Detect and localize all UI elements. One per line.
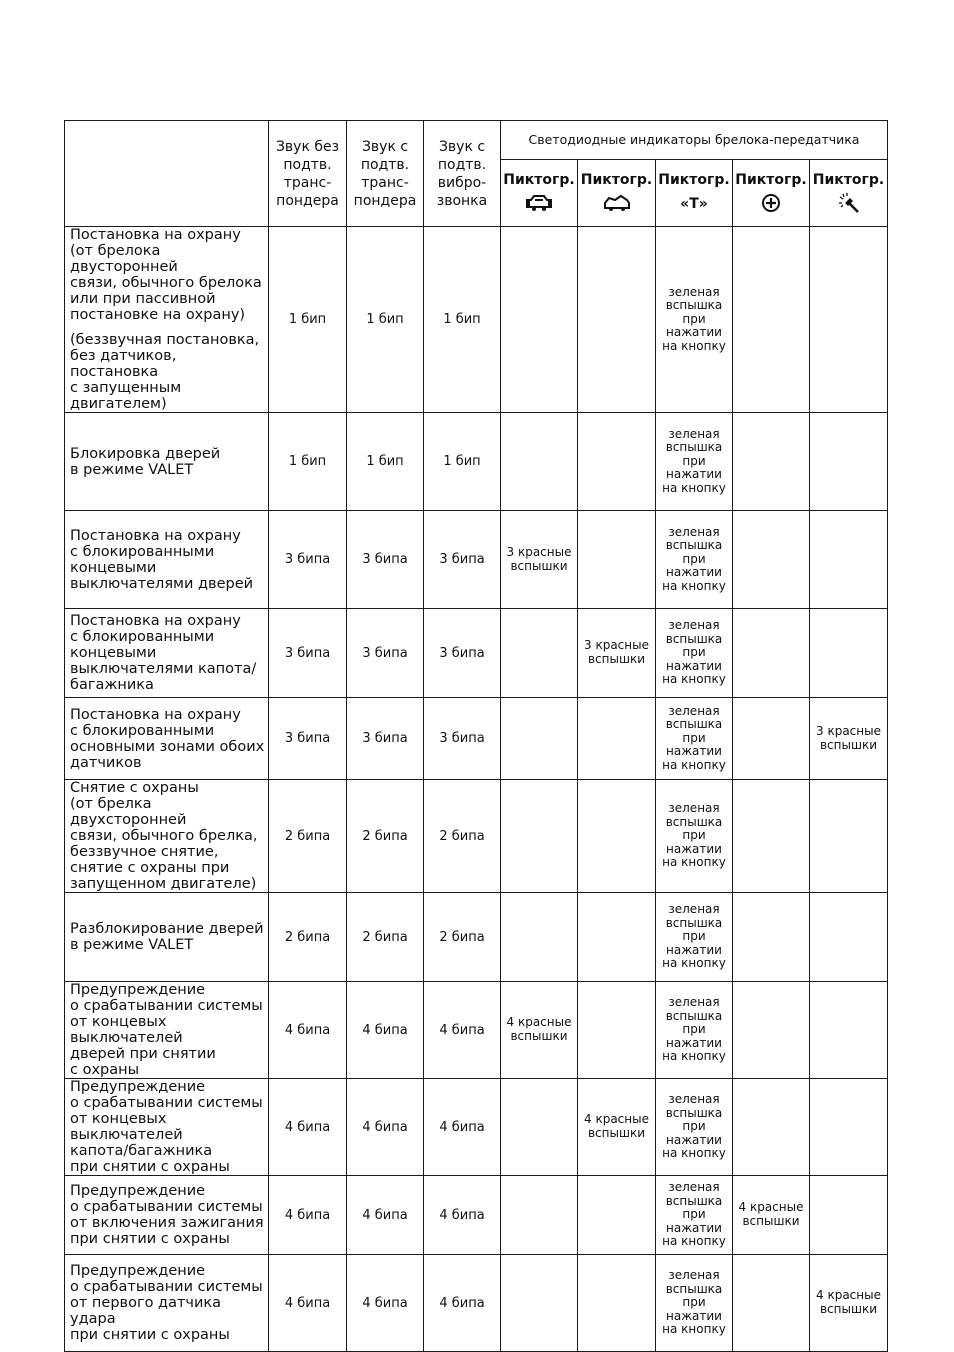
pictogram-2-label: Пиктогр. (580, 172, 653, 188)
led-cell-5 (810, 780, 888, 893)
led-cell-2 (578, 982, 656, 1079)
sound-cell-1: 4 бипа (269, 1255, 347, 1352)
sound-cell-2: 4 бипа (347, 1079, 424, 1176)
sound-cell-2: 1 бип (347, 227, 424, 413)
pictogram-5 (810, 160, 888, 227)
header-sound-no-transponder (269, 121, 347, 227)
sound-cell-1: 4 бипа (269, 1079, 347, 1176)
pictogram-4-label: Пиктогр. (735, 172, 807, 188)
sound-cell-2: 1 бип (347, 413, 424, 511)
led-cell-1 (501, 413, 578, 511)
row-label: Блокировка дверей в режиме VALET (70, 445, 221, 478)
led-cell-4 (733, 227, 810, 413)
led-cell-1 (501, 893, 578, 982)
car-hood-icon (578, 192, 655, 216)
pictogram-3 (656, 160, 733, 227)
sound-cell-3: 3 бипа (424, 511, 501, 609)
header-sound-transponder-text: Звук с подтв. транс- пондера (353, 138, 417, 209)
led-cell-5 (810, 511, 888, 609)
table-row (65, 227, 888, 413)
pictogram-1 (501, 160, 578, 227)
led-cell-1 (501, 1176, 578, 1255)
pictogram-4 (733, 160, 810, 227)
sound-cell-1: 1 бип (269, 413, 347, 511)
led-cell-4: 4 красные вспышки (733, 1176, 810, 1255)
led-cell-2 (578, 413, 656, 511)
antenna-t-icon: «T» (680, 196, 708, 212)
led-cell-1: 3 красные вспышки (501, 511, 578, 609)
circle-plus-icon (733, 192, 809, 216)
table-row (65, 780, 888, 893)
row-label: Разблокирование дверей в режиме VALET (70, 921, 264, 953)
led-cell-2 (578, 780, 656, 893)
led-cell-5 (810, 982, 888, 1079)
header-led-group (501, 121, 888, 160)
row-label: Постановка на охрану с блокированными концевыми выключателями дверей (70, 527, 254, 592)
row-label-cell (65, 511, 269, 609)
row-label-cell (65, 413, 269, 511)
sound-cell-3: 1 бип (424, 413, 501, 511)
led-cell-1 (501, 1079, 578, 1176)
led-cell-2 (578, 227, 656, 413)
led-cell-2 (578, 1176, 656, 1255)
sound-cell-1: 3 бипа (269, 511, 347, 609)
led-cell-4 (733, 893, 810, 982)
row-label-cell (65, 698, 269, 780)
table-row (65, 609, 888, 698)
row-label: Предупреждение о срабатывании системы от концевых выключателей капота/багажника при снятии с охраны (70, 1079, 263, 1175)
led-cell-1: 4 красные вспышки (501, 982, 578, 1079)
signal-table (64, 120, 888, 1352)
table-row (65, 1079, 888, 1176)
led-cell-5: 4 красные вспышки (810, 1255, 888, 1352)
led-cell-3: зеленая вспышка при нажатии на кнопку (656, 413, 733, 511)
led-cell-4 (733, 1079, 810, 1176)
row-label: Постановка на охрану с блокированными основными зонами обоих датчиков (70, 706, 265, 771)
led-cell-3: зеленая вспышка при нажатии на кнопку (656, 511, 733, 609)
led-cell-1 (501, 1255, 578, 1352)
led-cell-2 (578, 1255, 656, 1352)
sound-cell-1: 3 бипа (269, 609, 347, 698)
header-sound-transponder (347, 121, 424, 227)
row-label: Постановка на охрану (от брелока двусторонней связи, обычного брелока или при пассивной постановке на охрану) (70, 227, 262, 323)
table-row (65, 698, 888, 780)
header-empty-cell (65, 121, 269, 227)
sound-cell-1: 4 бипа (269, 1176, 347, 1255)
led-cell-2 (578, 511, 656, 609)
header-sound-vibro (424, 121, 501, 227)
sound-cell-2: 4 бипа (347, 1176, 424, 1255)
led-cell-4 (733, 609, 810, 698)
sound-cell-1: 2 бипа (269, 893, 347, 982)
led-cell-1 (501, 780, 578, 893)
table-row (65, 511, 888, 609)
pictogram-3-label: Пиктогр. (658, 172, 730, 188)
led-cell-3: зеленая вспышка при нажатии на кнопку (656, 1255, 733, 1352)
row-label-cell (65, 227, 269, 413)
sound-cell-2: 4 бипа (347, 1255, 424, 1352)
row-label: Постановка на охрану с блокированными концевыми выключателями капота/ багажника (70, 613, 257, 693)
row-label: Снятие с охраны (от брелка двухсторонней связи, обычного брелка, беззвучное снятие, снятие с охраны при запущенном двигателе) (70, 780, 258, 892)
row-label-cell (65, 609, 269, 698)
led-cell-2 (578, 893, 656, 982)
header-sound-vibro-text: Звук с подтв. вибро- звонка (436, 138, 488, 209)
sound-cell-3: 3 бипа (424, 698, 501, 780)
sound-cell-1: 1 бип (269, 227, 347, 413)
sound-cell-3: 1 бип (424, 227, 501, 413)
led-cell-5 (810, 413, 888, 511)
led-cell-5 (810, 1176, 888, 1255)
led-cell-1 (501, 227, 578, 413)
table-body (65, 227, 888, 1352)
hammer-impact-icon (810, 192, 887, 216)
led-cell-4 (733, 1255, 810, 1352)
sound-cell-3: 4 бипа (424, 1255, 501, 1352)
led-cell-1 (501, 698, 578, 780)
led-cell-1 (501, 609, 578, 698)
row-label-cell (65, 1079, 269, 1176)
led-cell-3: зеленая вспышка при нажатии на кнопку (656, 1079, 733, 1176)
row-label-cell (65, 982, 269, 1079)
sound-cell-3: 4 бипа (424, 982, 501, 1079)
led-cell-3: зеленая вспышка при нажатии на кнопку (656, 982, 733, 1079)
table-row (65, 893, 888, 982)
led-cell-4 (733, 780, 810, 893)
row-label-note: (беззвучная постановка, без датчиков, постановка с запущенным двигателем) (70, 332, 260, 412)
header-sound-no-transponder-text: Звук без подтв. транс- пондера (275, 138, 340, 209)
led-cell-5 (810, 1079, 888, 1176)
led-cell-4 (733, 413, 810, 511)
led-cell-4 (733, 982, 810, 1079)
pictogram-2 (578, 160, 656, 227)
sound-cell-3: 4 бипа (424, 1079, 501, 1176)
header-row-top (65, 121, 888, 160)
sound-cell-2: 3 бипа (347, 698, 424, 780)
led-cell-3: зеленая вспышка при нажатии на кнопку (656, 780, 733, 893)
row-label-cell (65, 1255, 269, 1352)
led-cell-3: зеленая вспышка при нажатии на кнопку (656, 227, 733, 413)
table-row (65, 1176, 888, 1255)
led-cell-2: 4 красные вспышки (578, 1079, 656, 1176)
sound-cell-3: 3 бипа (424, 609, 501, 698)
pictogram-5-label: Пиктогр. (812, 172, 885, 188)
row-label: Предупреждение о срабатывании системы от первого датчика удара при снятии с охраны (70, 1263, 263, 1343)
header-led-group-text: Светодиодные индикаторы брелока-передатчика (528, 132, 860, 147)
led-cell-3: зеленая вспышка при нажатии на кнопку (656, 698, 733, 780)
led-cell-2: 3 красные вспышки (578, 609, 656, 698)
sound-cell-1: 3 бипа (269, 698, 347, 780)
sound-cell-2: 2 бипа (347, 780, 424, 893)
led-cell-4 (733, 698, 810, 780)
sound-cell-3: 4 бипа (424, 1176, 501, 1255)
table-row (65, 413, 888, 511)
led-cell-3: зеленая вспышка при нажатии на кнопку (656, 893, 733, 982)
sound-cell-2: 2 бипа (347, 893, 424, 982)
led-cell-2 (578, 698, 656, 780)
row-label: Предупреждение о срабатывании системы от концевых выключателей дверей при снятии с охраны (70, 982, 263, 1078)
sound-cell-2: 4 бипа (347, 982, 424, 1079)
sound-cell-3: 2 бипа (424, 780, 501, 893)
led-cell-5 (810, 893, 888, 982)
led-cell-4 (733, 511, 810, 609)
led-cell-5 (810, 227, 888, 413)
sound-cell-1: 2 бипа (269, 780, 347, 893)
led-cell-5 (810, 609, 888, 698)
table-row (65, 1255, 888, 1352)
led-cell-3: зеленая вспышка при нажатии на кнопку (656, 1176, 733, 1255)
row-label-cell (65, 893, 269, 982)
led-cell-5: 3 красные вспышки (810, 698, 888, 780)
led-cell-3: зеленая вспышка при нажатии на кнопку (656, 609, 733, 698)
sound-cell-2: 3 бипа (347, 511, 424, 609)
row-label: Предупреждение о срабатывании системы от включения зажигания при снятии с охраны (70, 1183, 264, 1247)
sound-cell-1: 4 бипа (269, 982, 347, 1079)
row-label-cell (65, 780, 269, 893)
pictogram-1-label: Пиктогр. (503, 172, 575, 188)
car-doors-icon (501, 192, 577, 216)
row-label-cell (65, 1176, 269, 1255)
sound-cell-2: 3 бипа (347, 609, 424, 698)
table-row (65, 982, 888, 1079)
sound-cell-3: 2 бипа (424, 893, 501, 982)
